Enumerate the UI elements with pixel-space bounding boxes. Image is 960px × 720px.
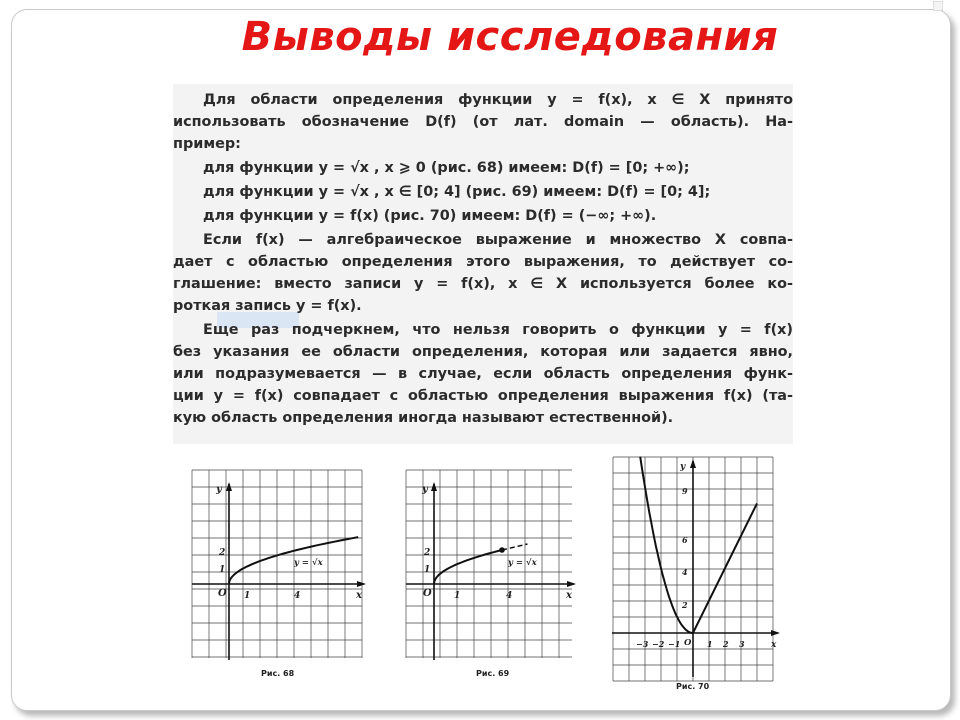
curve-label: y = √x [508, 558, 537, 568]
y-tick-label: 6 [682, 535, 688, 545]
text-line: кую область определения иногда называют естественной). [173, 410, 674, 426]
figure-caption: Рис. 70 [676, 682, 710, 691]
text-line: для функции y = f(x) (рис. 70) имеем: D(f) = (−∞; +∞). [203, 208, 657, 224]
y-tick-label: 2 [682, 600, 688, 610]
text-line: глашение: вместо записи y = f(x), x ∈ X используется более ко- [173, 276, 793, 292]
y-tick-label: 9 [682, 486, 688, 496]
text-line: пример: [173, 136, 241, 152]
figure-70-curve [640, 457, 757, 633]
x-axis-label: x [566, 590, 572, 601]
figure-70-graph [610, 455, 785, 695]
text-line: дает с областью определения этого выражения, то действует со- [173, 254, 793, 270]
figure-caption: Рис. 68 [261, 669, 295, 678]
x-tick-label: −3 [636, 639, 649, 649]
page-curl-decoration [933, 1, 943, 11]
x-axis-label: x [771, 640, 777, 650]
curve-label: y = √x [294, 558, 323, 568]
x-tick-label: 4 [506, 591, 513, 601]
x-tick-label: 1 [244, 591, 251, 601]
figure-68-grid [192, 470, 362, 658]
figure-69-graph [402, 462, 592, 692]
text-line: для функции y = √x , x ∈ [0; 4] (рис. 69) имеем: D(f) = [0; 4]; [203, 184, 711, 200]
x-tick-label: 3 [739, 639, 745, 649]
figure-68 [186, 462, 376, 692]
y-axis-label: y [680, 462, 686, 472]
text-line: без указания ее области определения, которая или задается явно, [173, 344, 793, 360]
text-line: роткая запись y = f(x). [173, 298, 362, 314]
y-tick-label: 4 [682, 567, 688, 577]
y-tick-label: 2 [424, 548, 431, 558]
y-axis-label: y [422, 484, 428, 495]
origin-label: O [684, 638, 692, 648]
x-tick-label: 1 [454, 591, 461, 601]
figure-69-dashed-extension [502, 544, 528, 550]
x-tick-label: −2 [652, 639, 665, 649]
x-tick-label: −1 [668, 639, 681, 649]
y-axis-label: y [216, 484, 222, 495]
y-tick-label: 2 [219, 548, 226, 558]
text-line: или подразумевается — в случае, если область определения функ- [173, 366, 793, 382]
text-line: использовать обозначение D(f) (от лат. domain — область). На- [173, 114, 793, 130]
origin-label: O [218, 588, 227, 599]
origin-label: O [423, 588, 432, 599]
figure-caption: Рис. 69 [476, 669, 510, 678]
y-tick-label: 1 [424, 565, 431, 575]
text-line: Если f(x) — алгебраическое выражение и множество X совпа- [203, 232, 793, 248]
figure-69 [402, 462, 592, 692]
x-tick-label: 4 [294, 591, 301, 601]
slide-title: Выводы исследования [241, 14, 779, 60]
text-line: Для области определения функции y = f(x), x ∈ X принято [203, 92, 793, 108]
text-line: Еще раз подчеркнем, что нельзя говорить о функции y = f(x) [203, 322, 793, 338]
x-axis-label: x [356, 590, 362, 601]
figure-68-graph [186, 462, 376, 692]
figure-69-endpoint [499, 547, 505, 553]
x-tick-label: 1 [707, 639, 713, 649]
text-line: для функции y = √x , x ⩾ 0 (рис. 68) имеем: D(f) = [0; +∞); [203, 160, 690, 176]
textbook-excerpt [173, 84, 793, 444]
y-tick-label: 1 [219, 565, 226, 575]
x-tick-label: 2 [723, 639, 729, 649]
figure-69-grid [406, 470, 572, 658]
text-line: ции y = f(x) совпадает с областью определения выражения f(x) (та- [173, 388, 793, 404]
figure-70 [610, 455, 785, 695]
